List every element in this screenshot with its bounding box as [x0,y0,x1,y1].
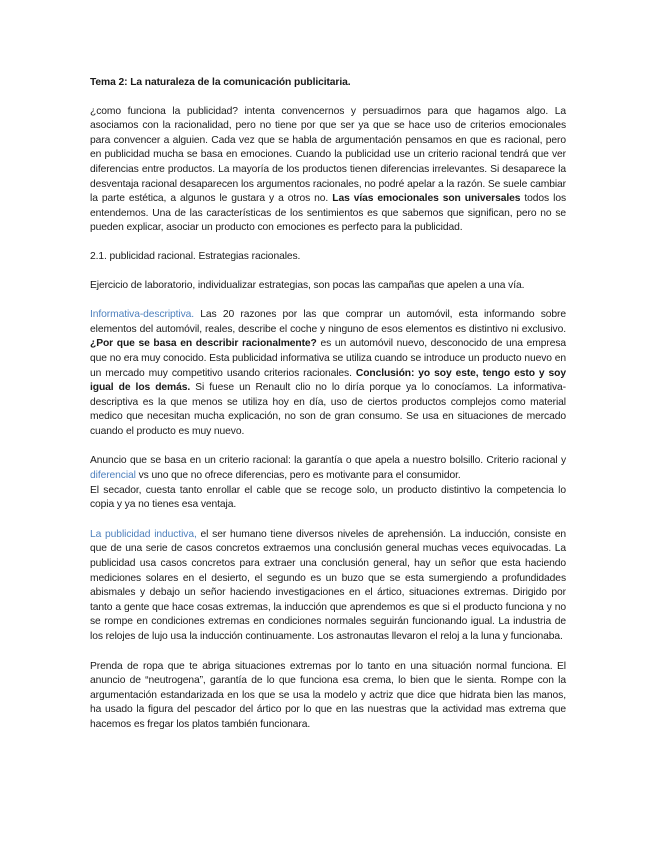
paragraph-exercise: Ejercicio de laboratorio, individualizar estrategias, son pocas las campañas que apelen a una vía. [90,279,525,291]
paragraph-intro-text-c: todos los entendemos. Una de las características de los sentimientos es que sabemos que significan, pero no se pueden explicar, asociar un producto con emociones es perfecto para la publicidad. [90,193,567,234]
criterio-text-a: Anuncio que se basa en un criterio racional: la garantía o que apela a nuestro bolsillo. Criterio racional y [90,455,566,467]
paragraph-intro-emphasis: Las vías emocionales son universales [332,193,521,205]
section-heading: 2.1. publicidad racional. Estrategias racionales. [90,250,301,262]
paragraph-intro-text-a: ¿como funciona la publicidad? intenta convencernos y persuadirnos para que hagamos algo. La asociamos con la racionalidad, pero no tiene por que ser ya que se hace uso de criterios emocionales para convencer a alguien. Cada vez que se habla de argumentación pensamos en que es racional, pero en publicidad mucha se basa en emociones. Cuando la publicidad use un criterio racional tendrá que ver diferencias entre productos. La mayoría de los productos tienen diferencias irrelevantes. Si desaparece la desventaja racional desaparecen los argumentos racionales, no podré apelar a la razón. Se suele cambiar la parte estética, a algunos le gustara y a otros no. [90,105,566,205]
paragraph-informativa [90,308,566,439]
informativa-label: Informativa-descriptiva. [90,309,195,321]
inductiva-text: el ser humano tiene diversos niveles de aprehensión. La inducción, consiste en que de una serie de casos concretos extraemos una conclusión general muchas veces equivocadas. La publicidad usa casos concretos para extraer una conclusión general, hay un señor que esta haciendo mediciones solares en el desierto, el segundo es un buzo que se esta sumergiendo a profundidades abismales y debajo un señor haciendo investigaciones en el ártico, situaciones extremas. Dirigido por tanto a gente que hace cosas extremas, la inducción que aprendemos es que si el producto funciona y no se rompe en condiciones extremas en condiciones normales seguirán funcionando igual. La industria de los relojes de lujo usa la inducción continuamente. Los astronautas llevaron el reloj a la luna y funcionaba. [90,528,566,642]
paragraph-inductiva [90,528,566,645]
informativa-text-a: Las 20 razones por las que comprar un automóvil, esta informando sobre elementos del automóvil, reales, describe el coche y ninguno de esos elementos es distintivo ni exclusivo. [90,309,566,335]
criterio-text-c: vs uno que no ofrece diferencias, pero es motivante para el consumidor. [135,470,461,482]
informativa-text-c: es un automóvil nuevo, desconocido de una empresa que no era muy conocido. Esta publicidad informativa se utiliza cuando se introduce un producto nuevo en un mercado muy competitivo usando criterios racionales. [90,338,566,379]
paragraph-secador: El secador, cuesta tanto enrollar el cable que se recoge solo, un producto distintivo la competencia lo copia y ya no tienes esa ventaja. [90,484,566,511]
informativa-conclusion: Conclusión: yo soy este, tengo esto y soy igual de los demás. [90,367,566,394]
informativa-question: ¿Por que se basa en describir racionalmente? [90,338,317,350]
informativa-text-e: Si fuese un Renault clio no lo diría porque ya lo conocíamos. La informativa-descriptiva es la que menos se utiliza hoy en día, uso de ciertos productos complejos como material medico que necesitan mucha explicación, no son de gran consumo. Se usa en situaciones de mercado cuando el producto es muy nuevo. [90,382,566,437]
paragraph-intro [90,105,566,236]
document-body [90,76,566,733]
paragraph-ropa: Prenda de ropa que te abriga situaciones extremas por lo tanto en una situación normal funciona. El anuncio de “neutrogena”, garantía de lo que funciona esa crema, lo bien que le sienta. Rompe con la argumentación estandarizada en los que se usa la modelo y actriz que dice que hidrata bien las manos, ha usado la figura del pescador del ártico por lo que en las nuestras que la actividad mas extrema que hacemos es fregar los platos también funcionara. [90,660,566,730]
paragraph-criterio [90,454,566,483]
criterio-diferencial: diferencial [90,470,136,482]
document-title: Tema 2: La naturaleza de la comunicación publicitaria. [90,77,351,88]
inductiva-label: La publicidad inductiva, [90,528,197,540]
